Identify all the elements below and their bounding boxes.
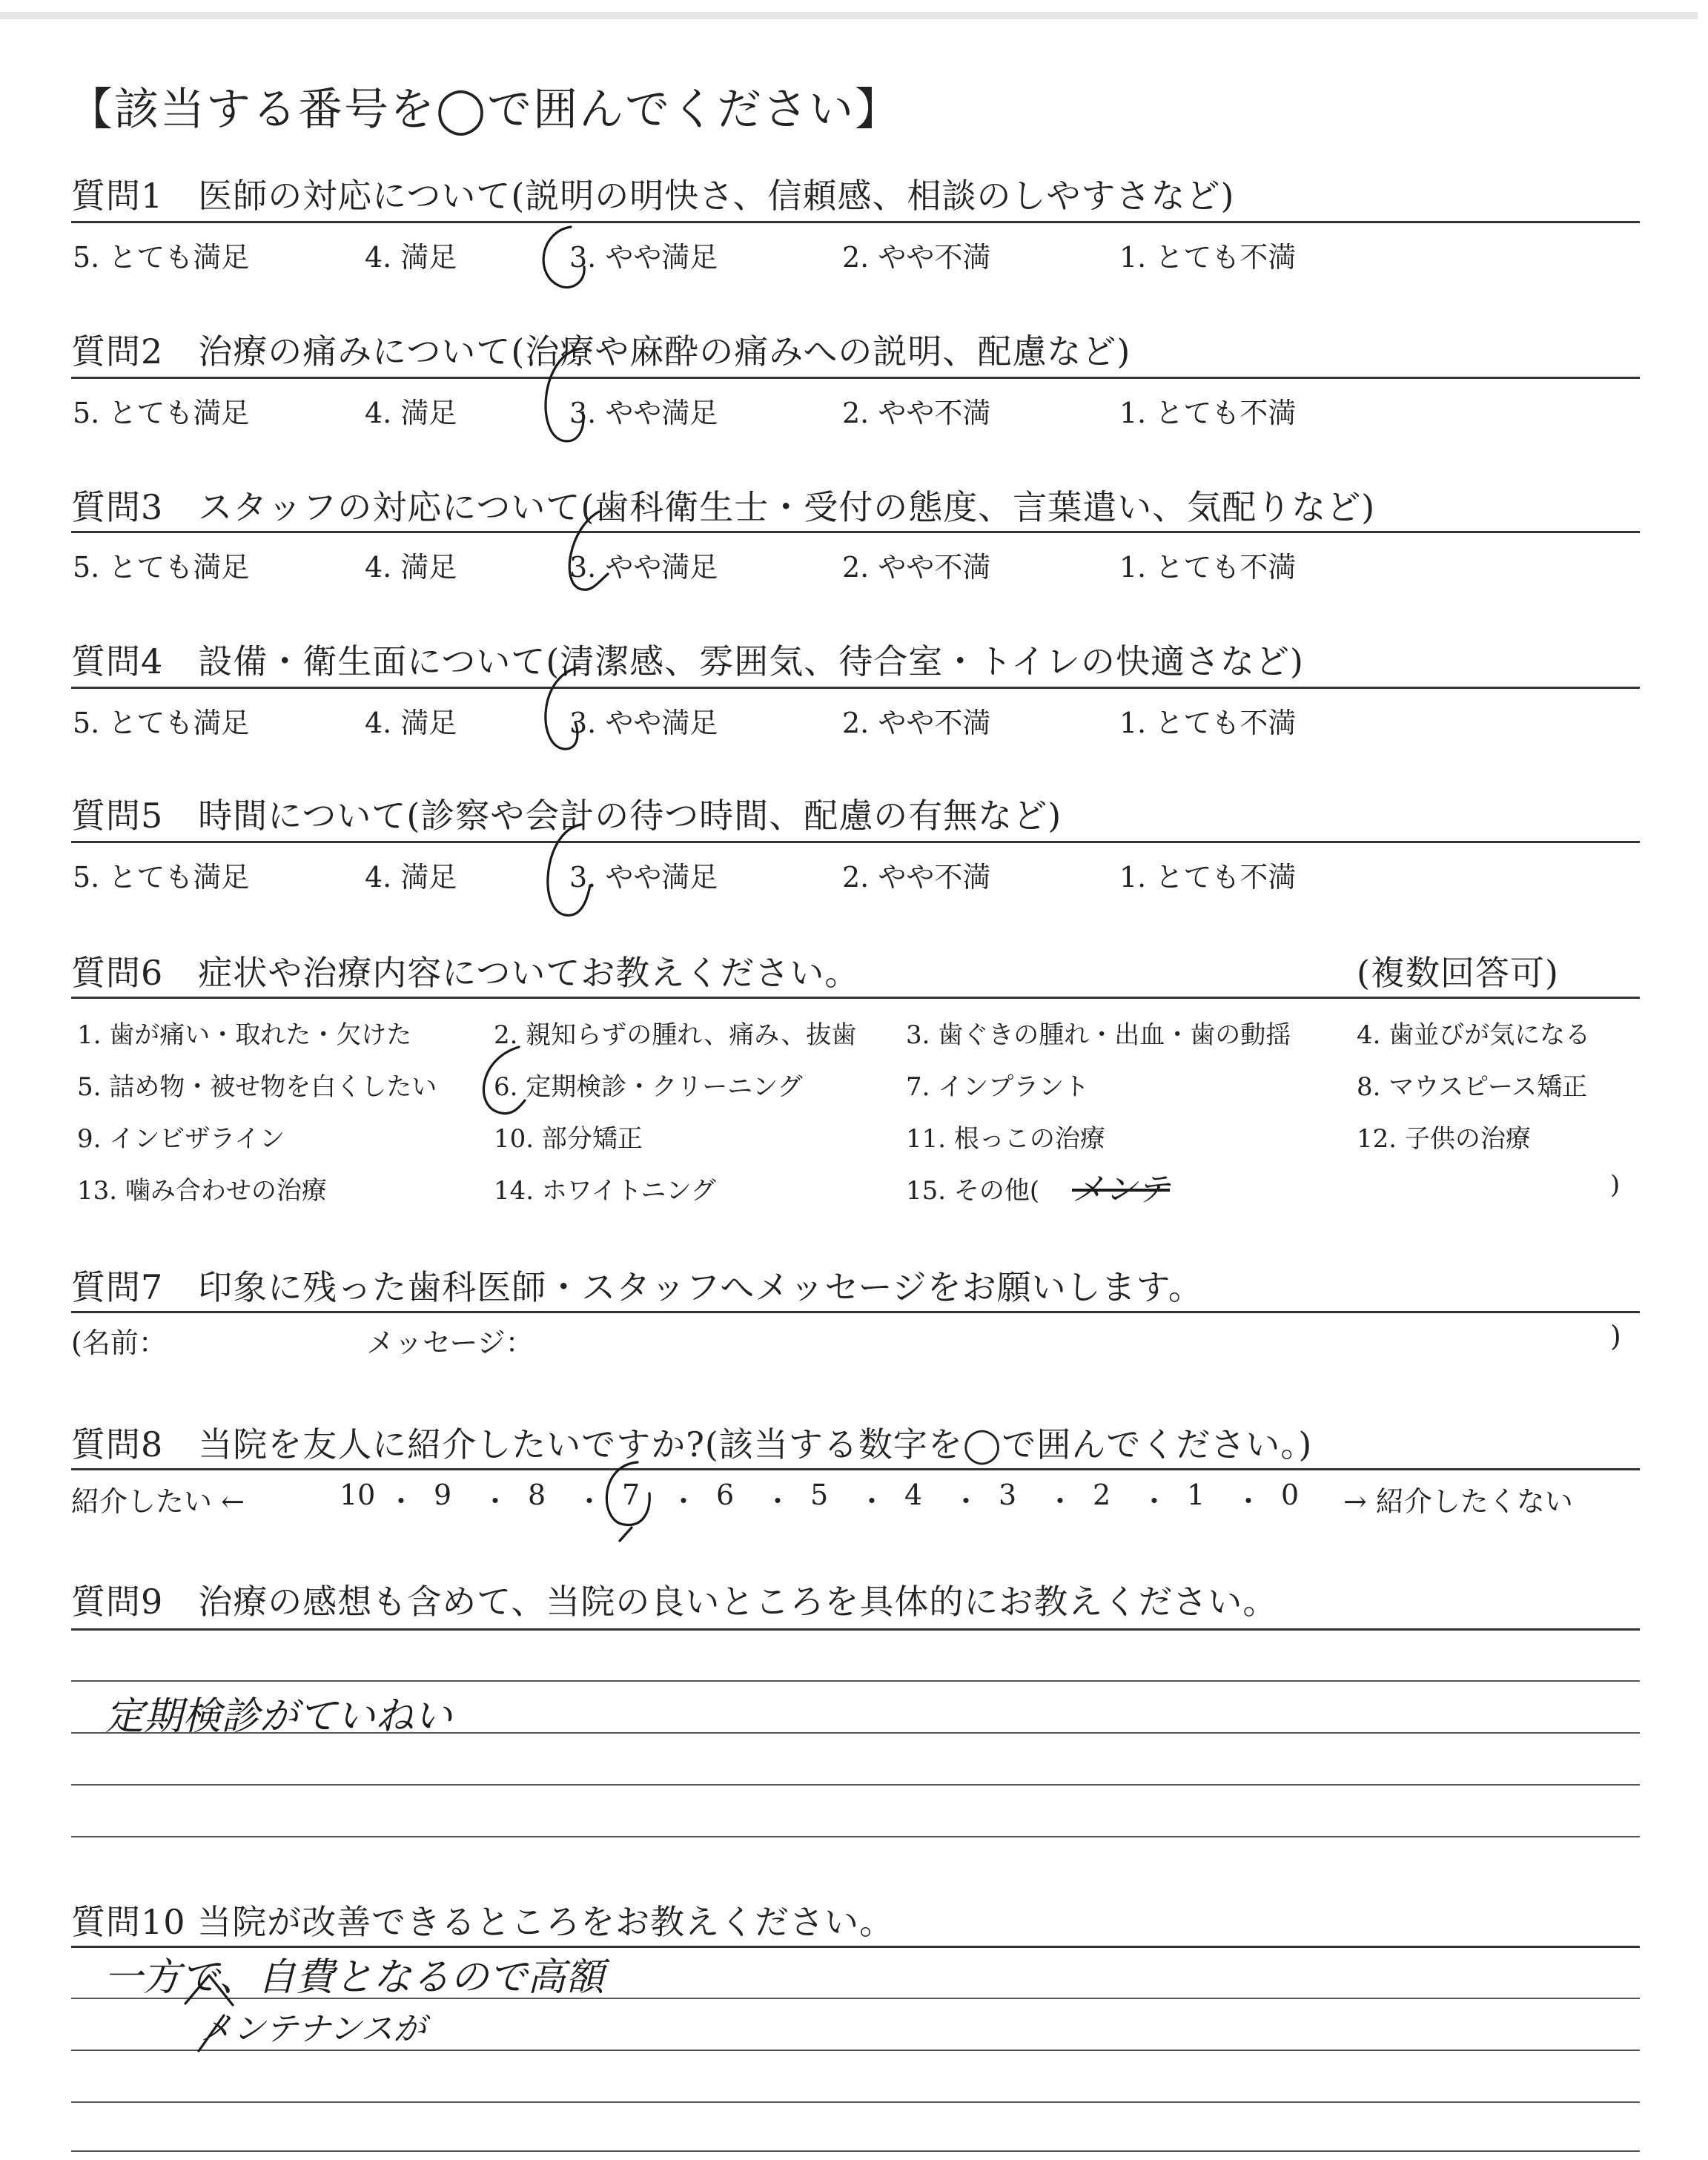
scale-separator: ・: [952, 1485, 981, 1518]
close-paren: ): [1610, 1320, 1621, 1353]
option-4[interactable]: 4. 満足: [365, 241, 457, 274]
scale-number[interactable]: 8: [528, 1479, 546, 1511]
scale-separator: ・: [1140, 1485, 1169, 1518]
option-3[interactable]: 3. やや満足: [569, 707, 718, 739]
option-1[interactable]: 1. とても不満: [1119, 551, 1297, 584]
scale-number[interactable]: 0: [1281, 1479, 1300, 1511]
other-close-paren: ): [1610, 1170, 1621, 1200]
option-2[interactable]: 2. やや不満: [842, 707, 991, 739]
scale-separator: ・: [1234, 1485, 1263, 1518]
scale-separator: ・: [1046, 1485, 1075, 1518]
option-4[interactable]: 4. 満足: [365, 707, 457, 739]
option-2[interactable]: 2. やや不満: [842, 551, 991, 584]
option-2[interactable]: 2. やや不満: [842, 241, 991, 274]
handwritten-answer-line-2[interactable]: メンテナンスが: [200, 2010, 426, 2048]
option-5[interactable]: 5. とても満足: [73, 241, 250, 274]
q10-insertion-stroke: [199, 2015, 224, 2051]
scale-left-label: 紹介したい ←: [71, 1485, 245, 1518]
scale-separator: ・: [387, 1485, 416, 1518]
page-title: 【該当する番号を◯で囲んでください】: [68, 84, 901, 136]
q4-selection-circle: [546, 667, 580, 749]
scale-right-label: → 紹介したくない: [1343, 1485, 1573, 1518]
scale-number[interactable]: 1: [1187, 1479, 1205, 1511]
scale-separator: ・: [481, 1485, 510, 1518]
handwritten-answer-line-1[interactable]: 一方で、自費となるので高額: [104, 1955, 604, 2000]
option-1[interactable]: 1. とても不満: [1119, 241, 1297, 274]
scale-separator: ・: [858, 1485, 887, 1518]
option-5[interactable]: 5. とても満足: [73, 551, 250, 584]
q2-selection-circle: [546, 349, 583, 441]
scale-number[interactable]: 5: [810, 1479, 829, 1511]
question-title: 質問4 設備・衛生面について(清潔感、雰囲気、待合室・トイレの快適さなど): [71, 641, 1304, 681]
option-1[interactable]: 1. とても不満: [1119, 397, 1297, 429]
checklist-item[interactable]: 4. 歯並びが気になる: [1357, 1020, 1591, 1050]
scale-number[interactable]: 10: [340, 1479, 376, 1511]
option-5[interactable]: 5. とても満足: [73, 707, 250, 739]
option-3[interactable]: 3. やや満足: [569, 551, 718, 584]
checklist-item[interactable]: 3. 歯ぐきの腫れ・出血・歯の動揺: [906, 1020, 1291, 1050]
question-title: 質問9 治療の感想も含めて、当院の良いところを具体的にお教えください。: [71, 1582, 1278, 1622]
option-1[interactable]: 1. とても不満: [1119, 861, 1297, 894]
checklist-item[interactable]: 15. その他(: [906, 1176, 1040, 1206]
checklist-item[interactable]: 8. マウスピース矯正: [1357, 1072, 1588, 1102]
scale-number[interactable]: 7: [622, 1479, 640, 1511]
option-4[interactable]: 4. 満足: [365, 551, 457, 584]
option-3[interactable]: 3. やや満足: [569, 241, 718, 274]
q1-selection-circle: [543, 227, 584, 288]
option-2[interactable]: 2. やや不満: [842, 397, 991, 429]
checklist-item[interactable]: 10. 部分矯正: [494, 1124, 643, 1154]
q10-insertion-mark: [185, 1975, 233, 2005]
message-label: メッセージ：: [366, 1327, 534, 1359]
question-title: 質問7 印象に残った歯科医師・スタッフへメッセージをお願いします。: [71, 1267, 1203, 1307]
q8-selection-circle: [606, 1462, 649, 1541]
scale-number[interactable]: 2: [1093, 1479, 1111, 1511]
option-5[interactable]: 5. とても満足: [73, 861, 250, 894]
checklist-item[interactable]: 11. 根っこの治療: [906, 1124, 1105, 1154]
checklist-item[interactable]: 13. 噛み合わせの治療: [77, 1176, 327, 1206]
scale-number[interactable]: 9: [434, 1479, 452, 1511]
checklist-item[interactable]: 7. インプラント: [906, 1072, 1090, 1102]
question-title: 質問5 時間について(診察や会計の待つ時間、配慮の有無など): [71, 796, 1062, 836]
question-title: 質問6 症状や治療内容についてお教えください。: [71, 953, 860, 993]
option-5[interactable]: 5. とても満足: [73, 397, 250, 429]
option-2[interactable]: 2. やや不満: [842, 861, 991, 894]
option-1[interactable]: 1. とても不満: [1119, 707, 1297, 739]
q6-selection-circle: [483, 1047, 525, 1114]
checklist-item[interactable]: 1. 歯が痛い・取れた・欠けた: [77, 1020, 412, 1050]
q3-selection-circle: [569, 512, 608, 589]
checklist-item[interactable]: 5. 詰め物・被せ物を白くしたい: [77, 1072, 437, 1102]
option-4[interactable]: 4. 満足: [365, 397, 457, 429]
scale-separator: ・: [764, 1485, 792, 1518]
option-4[interactable]: 4. 満足: [365, 861, 457, 894]
scale-number[interactable]: 6: [716, 1479, 735, 1511]
question-title: 質問10 当院が改善できるところをお教えください。: [71, 1902, 895, 1942]
option-3[interactable]: 3. やや満足: [569, 861, 718, 894]
checklist-item[interactable]: 14. ホワイトニング: [494, 1176, 716, 1206]
name-label: (名前：: [71, 1327, 167, 1359]
question-title: 質問2 治療の痛みについて(治療や麻酔の痛みへの説明、配慮など): [71, 331, 1131, 371]
checklist-item[interactable]: 6. 定期検診・クリーニング: [494, 1072, 803, 1102]
question-title: 質問8 当院を友人に紹介したいですか?(該当する数字を◯で囲んでください。): [71, 1424, 1313, 1464]
scale-number[interactable]: 4: [904, 1479, 923, 1511]
multiple-answer-note: (複数回答可): [1357, 953, 1559, 993]
handwritten-answer[interactable]: 定期検診がていねい: [105, 1694, 453, 1739]
q5-selection-circle: [548, 825, 590, 915]
other-handwritten-answer[interactable]: メンテ: [1072, 1171, 1170, 1209]
scale-separator: ・: [669, 1485, 698, 1518]
question-title: 質問1 医師の対応について(説明の明快さ、信頼感、相談のしやすさなど): [71, 176, 1235, 216]
checklist-item[interactable]: 9. インビザライン: [77, 1124, 285, 1154]
checklist-item[interactable]: 2. 親知らずの腫れ、痛み、抜歯: [494, 1020, 857, 1050]
checklist-item[interactable]: 12. 子供の治療: [1357, 1124, 1531, 1154]
scale-number[interactable]: 3: [999, 1479, 1017, 1511]
option-3[interactable]: 3. やや満足: [569, 397, 718, 429]
scale-separator: ・: [575, 1485, 604, 1518]
question-title: 質問3 スタッフの対応について(歯科衛生士・受付の態度、言葉遣い、気配りなど): [71, 487, 1376, 527]
